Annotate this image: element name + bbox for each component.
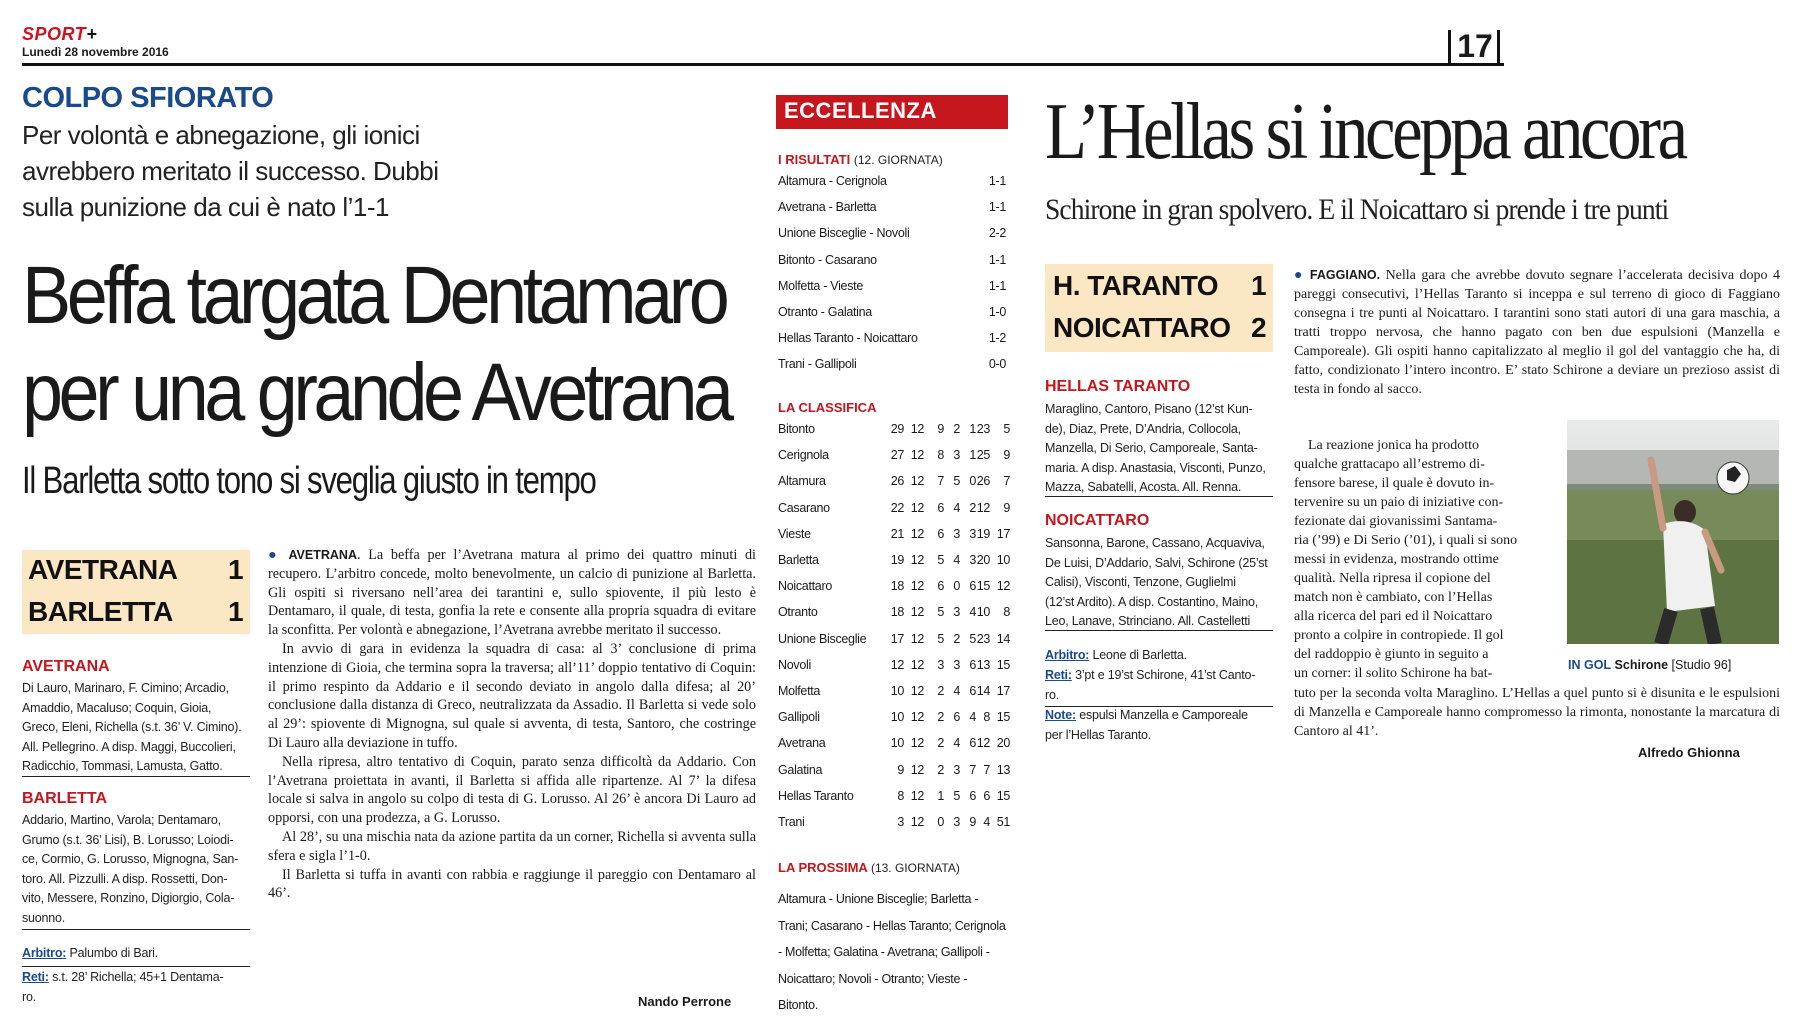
standing-played: 12 — [910, 500, 924, 515]
standing-losses: 2 — [969, 500, 976, 515]
result-match: Avetrana - Barletta — [778, 200, 877, 215]
story-kicker: COLPO SFIORATO — [22, 82, 274, 114]
standing-team: Barletta — [778, 553, 819, 567]
standing-played: 12 — [910, 474, 924, 489]
standing-goals-against: 9 — [1003, 448, 1010, 463]
standing-goals-for: 12 — [976, 736, 990, 751]
story-summary-line: Per volontà e abnegazione, gli ionici — [22, 120, 420, 150]
standing-team: Gallipoli — [778, 710, 820, 725]
standing-losses: 4 — [969, 710, 976, 725]
lineup-line: Maraglino, Cantoro, Pisano (12’st Kun- — [1045, 402, 1253, 416]
standing-team: Casarano — [778, 500, 830, 515]
note-value: per l’Hellas Taranto. — [1045, 727, 1152, 742]
standing-played: 12 — [910, 736, 924, 751]
standing-played: 12 — [910, 762, 924, 777]
standing-goals-against: 17 — [996, 526, 1010, 541]
standings-row — [778, 474, 1010, 500]
lineup-line: de), Diaz, Prete, D’Andria, Collocola, — [1045, 421, 1241, 436]
standing-points: 29 — [890, 422, 904, 436]
standing-played: 12 — [910, 579, 924, 594]
standing-wins: 6 — [937, 579, 944, 594]
results-heading — [778, 152, 943, 167]
result-match: Hellas Taranto - Noicattaro — [778, 331, 918, 346]
standing-goals-for: 7 — [983, 762, 990, 777]
note-label: Note: — [1045, 708, 1076, 722]
next-label: LA PROSSIMA — [778, 860, 868, 875]
standing-losses: 0 — [969, 474, 976, 489]
standing-played: 12 — [910, 553, 924, 567]
standing-wins: 2 — [937, 710, 944, 725]
standing-goals-for: 6 — [983, 788, 990, 803]
standing-wins: 2 — [937, 684, 944, 698]
standing-losses: 3 — [969, 526, 976, 541]
results-sub: (12. GIORNATA) — [853, 153, 943, 167]
standings-row — [778, 553, 1010, 579]
standing-goals-for: 19 — [976, 526, 990, 541]
standing-goals-against: 10 — [996, 553, 1010, 567]
standing-goals-for: 13 — [976, 657, 990, 672]
standing-team: Unione Bisceglie — [778, 631, 867, 646]
article-paragraph: Nella ripresa, altro tentativo di Coquin, parato senza difficoltà da Addario. Con l’Avetrana proiettata in avanti, il Barletta si affida alle ripartenze. Al 7’ la difesa locale si salva in angolo su colpo di testa di G. Lorusso. Al 26’ è ancora Di Lauro ad opporsi, con una prodezza, a G. Lorusso. — [268, 753, 756, 827]
result-row — [778, 226, 1008, 252]
result-row — [778, 331, 1008, 357]
standing-wins: 5 — [937, 553, 944, 567]
standing-goals-for: 14 — [976, 684, 990, 698]
standing-played: 12 — [910, 710, 924, 725]
standing-points: 12 — [890, 657, 904, 672]
scorebox — [1045, 264, 1273, 352]
standing-goals-for: 15 — [976, 579, 990, 594]
goals-line — [1045, 666, 1280, 705]
headline-line-1: Beffa targata Dentamaro — [22, 250, 726, 341]
goals-line — [22, 968, 254, 1007]
result-match: Molfetta - Vieste — [778, 278, 863, 293]
standing-goals-against: 14 — [996, 631, 1010, 646]
article-line: qualche grattacapo all’estremo di- — [1294, 457, 1485, 472]
result-score: 1-0 — [988, 305, 1006, 319]
referee-value: Palumbo di Bari. — [69, 946, 159, 960]
divider — [22, 776, 250, 777]
result-match: Otranto - Galatina — [778, 305, 872, 319]
lineup-line: Mazza, Sabatelli, Acosta. All. Renna. — [1045, 480, 1242, 494]
standing-played: 12 — [910, 684, 924, 698]
article-wrap-column — [1294, 436, 1556, 683]
standing-wins: 9 — [937, 422, 944, 436]
referee-value: Leone di Barletta. — [1092, 648, 1187, 662]
divider — [1045, 630, 1273, 631]
note-value: espulsi Manzella e Camporeale — [1079, 708, 1248, 722]
score-away-goals: 2 — [1251, 312, 1267, 343]
standings-row — [778, 763, 1010, 789]
standing-draws: 5 — [953, 788, 960, 803]
article-line: ria (’99) e Di Serio (’01), i quali si sono — [1294, 533, 1518, 548]
deck-right: Schirone in gran spolvero. E il Noicattaro si prende i tre punti — [1045, 193, 1669, 226]
standing-losses: 6 — [969, 684, 976, 698]
lineup-line: All. Pellegrino. A disp. Maggi, Buccolieri, — [22, 739, 236, 754]
standing-goals-for: 4 — [983, 815, 990, 829]
result-row — [778, 279, 1008, 305]
article-tail: tuto per la seconda volta Maraglino. L’Hellas a quel punto si è disunita e le espulsioni di Manzella e Camporeale hanno compromesso la rimonta, nonostante la marcatura di Cantoro al 41’. — [1294, 686, 1780, 739]
standing-team: Avetrana — [778, 736, 826, 751]
standing-points: 22 — [890, 500, 904, 515]
article-paragraph: . La beffa per l’Avetrana matura al primo dei quattro minuti di recupero. L’arbitro concede, molto benevolmente, un calcio di punizione al Barletta. Gli ospiti si riversano nell’area dei tarantini e, sullo spiovente, il più lesto è Dentamaro, il quale, di testa, gonfia la rete e consente alla propria squadra di evitare la sconfitta. Per volontà e abnegazione, l’Avetrana avrebbe meritato il successo. — [268, 547, 757, 639]
next-heading — [778, 860, 960, 875]
score-away-team: BARLETTA — [28, 596, 173, 627]
standing-points: 10 — [890, 684, 904, 698]
standing-wins: 7 — [937, 474, 944, 489]
standing-goals-for: 20 — [976, 553, 990, 567]
caption-name: Schirone — [1614, 658, 1669, 672]
result-score: 2-2 — [988, 226, 1006, 241]
standing-draws: 0 — [953, 579, 960, 594]
result-match: Trani - Gallipoli — [778, 357, 857, 372]
lineup-text — [1045, 534, 1280, 632]
article-line: alla ricerca del pari ed il Noicattaro — [1294, 609, 1493, 624]
article-paragraph: Nella gara che avrebbe dovuto segnare l’accelerata decisiva dopo 4 pareggi consecutivi, l’Hellas Taranto si inceppa e sul terreno di gioco di Faggiano consegna i tre punti al Noicattaro. I tarantini sono stati autori di una gara maschia, a tratti troppo nervosa, che hanno pagato con ben due espulsioni (Manzella e Camporeale). Gli ospiti hanno capitalizzato al meglio il gol del vantaggio che ha, di fatto, condizionato l’intero incontro. E’ stato Schirone a deviare un prezioso assist di testa in fondo al sacco. — [1294, 268, 1781, 397]
referee-label: Arbitro: — [22, 946, 67, 960]
standing-goals-against: 15 — [996, 657, 1010, 672]
standing-goals-against: 12 — [996, 579, 1010, 594]
standing-goals-for: 23 — [976, 422, 990, 436]
story-summary-line: avrebbero meritato il successo. Dubbi — [22, 156, 439, 186]
standing-points: 26 — [890, 474, 904, 489]
score-away-team: NOICATTARO — [1053, 312, 1231, 343]
article-body-right — [1294, 266, 1780, 399]
lineup-line: Grumo (s.t. 36’ Lisi), B. Lorusso; Loiodi- — [22, 832, 234, 847]
standing-points: 18 — [890, 605, 904, 620]
standing-goals-against: 51 — [996, 815, 1010, 829]
standing-points: 19 — [890, 553, 904, 567]
goals-label: Reti: — [22, 970, 49, 984]
standing-goals-against: 9 — [1003, 500, 1010, 515]
standing-draws: 2 — [953, 631, 960, 646]
standing-wins: 1 — [937, 788, 944, 803]
standing-points: 21 — [890, 526, 904, 541]
standing-points: 10 — [890, 710, 904, 725]
standings-row — [778, 422, 1010, 448]
article-paragraph: In avvio di gara in evidenza la squadra di casa: al 3’ conclusione di prima intenzione di Gioia, che termina sopra la traversa; all’11’ doppio tentativo di Coquin: il primo respinto da Addario e il secondo deviato in angolo dalla difesa; al 20’ conclusione dalla distanza di Greco, neutralizzata da Assadio. Il Barletta si vede solo al 29’: spiovente di Mignogna, sul quale si avventa, di testa, Santoro, che costringe Di Lauro alla deviazione in tuffo. — [268, 640, 756, 751]
standing-team: Otranto — [778, 605, 818, 620]
standings-row — [778, 684, 1010, 710]
standing-losses: 7 — [969, 762, 976, 777]
standings-row — [778, 501, 1010, 527]
standing-wins: 2 — [937, 762, 944, 777]
headline-right: L’Hellas si inceppa ancora — [1045, 88, 1685, 176]
standing-points: 18 — [890, 579, 904, 594]
standing-points: 27 — [890, 448, 904, 463]
standing-goals-against: 15 — [996, 710, 1010, 725]
result-match: Unione Bisceglie - Novoli — [778, 226, 910, 241]
lineup-line: Manzella, Di Serio, Camporeale, Santa- — [1045, 441, 1258, 455]
article-paragraph: Al 28’, su una mischia nata da azione partita da un corner, Richella si avventa sulla sfera e sigla l’1-0. — [268, 828, 756, 864]
standing-draws: 3 — [953, 657, 960, 672]
standing-goals-for: 26 — [976, 474, 990, 489]
standing-played: 12 — [910, 631, 924, 646]
standings-row — [778, 579, 1010, 605]
referee-line — [22, 944, 254, 964]
section-label: ECCELLENZA — [784, 98, 937, 123]
standing-losses: 6 — [969, 579, 976, 594]
lineup-team-title: HELLAS TARANTO — [1045, 378, 1191, 395]
referee-line — [1045, 646, 1280, 666]
standing-losses: 9 — [969, 815, 976, 829]
standing-goals-against: 7 — [1003, 474, 1010, 489]
standing-losses: 4 — [969, 605, 976, 620]
standing-draws: 4 — [953, 684, 960, 698]
lineup-line: Addario, Martino, Varola; Dentamaro, — [22, 813, 221, 827]
goals-value: ro. — [22, 989, 36, 1004]
article-line: un corner: il solito Schirone ha bat- — [1294, 666, 1493, 681]
lineup-line: De Luisi, D’Addario, Salvi, Schirone (25’st — [1045, 555, 1268, 570]
standing-losses: 5 — [969, 631, 976, 646]
brand-text: SPORT — [22, 24, 87, 44]
standing-draws: 4 — [953, 736, 960, 751]
standing-draws: 5 — [953, 474, 960, 489]
lineup-line: (12’st Ardito). A disp. Costantino, Maino, — [1045, 594, 1259, 609]
standing-draws: 3 — [953, 448, 960, 463]
result-match: Bitonto - Casarano — [778, 252, 877, 267]
standing-played: 12 — [910, 788, 924, 803]
standing-points: 10 — [890, 736, 904, 751]
section-brand — [22, 24, 97, 45]
lineup-line: Amaddio, Macaluso; Coquin, Gioia, — [22, 700, 212, 715]
standing-goals-against: 8 — [1003, 605, 1010, 620]
standing-draws: 6 — [953, 710, 960, 725]
lineup-team-title: AVETRANA — [22, 658, 110, 675]
result-score: 1-1 — [988, 252, 1006, 267]
standing-goals-for: 8 — [983, 710, 990, 725]
standing-wins: 2 — [937, 736, 944, 751]
standing-goals-for: 10 — [976, 605, 990, 620]
standing-points: 9 — [897, 762, 904, 777]
standing-losses: 6 — [969, 736, 976, 751]
bullet-icon: ● — [268, 547, 281, 563]
lineup-line: Di Lauro, Marinaro, F. Cimino; Arcadio, — [22, 681, 229, 695]
standing-played: 12 — [910, 448, 924, 463]
bullet-icon: ● — [1294, 268, 1305, 283]
standing-team: Cerignola — [778, 448, 829, 463]
score-home-team: H. TARANTO — [1053, 270, 1219, 301]
lineup-line: toro. All. Pizzulli. A disp. Rossetti, Don- — [22, 871, 228, 886]
result-score: 1-2 — [988, 331, 1006, 346]
lineup-team-title: NOICATTARO — [1045, 512, 1150, 529]
lineup-team-title: BARLETTA — [22, 790, 108, 807]
standing-goals-for: 25 — [976, 448, 990, 463]
result-row — [778, 357, 1008, 383]
standings-row — [778, 789, 1010, 815]
lineup-line: Calisi), Visconti, Tenzone, Guglielmi — [1045, 575, 1236, 589]
standing-losses: 1 — [969, 422, 976, 436]
headline-line-2: per una grande Avetrana — [22, 347, 730, 438]
result-score: 1-1 — [988, 174, 1006, 188]
standing-draws: 4 — [953, 500, 960, 515]
standing-team: Novoli — [778, 657, 811, 672]
standing-team: Altamura — [778, 474, 826, 489]
standing-points: 17 — [890, 631, 904, 646]
article-paragraph: Il Barletta si tuffa in avanti con rabbia e raggiunge il pareggio con Dentamaro al 46’. — [268, 866, 756, 902]
standing-wins: 5 — [937, 631, 944, 646]
result-score: 0-0 — [988, 357, 1006, 372]
standing-team: Hellas Taranto — [778, 788, 854, 803]
standing-team: Molfetta — [778, 684, 821, 698]
lineup-text — [1045, 400, 1280, 498]
dateline: FAGGIANO. — [1309, 268, 1381, 282]
standing-points: 8 — [897, 788, 904, 803]
standing-wins: 5 — [937, 605, 944, 620]
divider — [22, 929, 250, 930]
lineup-text — [22, 679, 254, 777]
article-line: match non è cambiato, con l’Hellas — [1294, 590, 1493, 605]
photo-caption — [1568, 658, 1731, 672]
article-line: messi in evidenza, mostrando ottime — [1294, 552, 1499, 567]
lineup-line: Sansonna, Barone, Cassano, Acquaviva, — [1045, 536, 1265, 550]
referee-label: Arbitro: — [1045, 648, 1090, 662]
score-home-goals: 1 — [228, 554, 244, 585]
result-score: 1-1 — [988, 278, 1006, 293]
standing-wins: 0 — [937, 815, 944, 829]
standing-played: 12 — [910, 526, 924, 541]
article-body — [268, 546, 756, 903]
standing-team: Vieste — [778, 526, 811, 541]
article-line: pronto a colpire in contropiede. Il gol — [1294, 628, 1504, 643]
standing-draws: 3 — [953, 762, 960, 777]
story-deck: Il Barletta sotto tono si sveglia giusto in tempo — [22, 460, 596, 502]
masthead-rule — [22, 63, 1504, 66]
standing-played: 12 — [910, 605, 924, 620]
issue-date: Lunedì 28 novembre 2016 — [22, 45, 169, 59]
result-score: 1-1 — [988, 200, 1006, 215]
standing-draws: 4 — [953, 553, 960, 567]
standing-losses: 3 — [969, 553, 976, 567]
standing-team: Galatina — [778, 762, 823, 777]
standings-heading: LA CLASSIFICA — [778, 400, 877, 415]
lineup-line: Radicchio, Tommasi, Lamusta, Gatto. — [22, 759, 223, 773]
standing-played: 12 — [910, 422, 924, 436]
lineup-line: Leo, Lanave, Strinciano. All. Castelletti — [1045, 614, 1251, 628]
goals-value: s.t. 28’ Richella; 45+1 Dentama- — [52, 970, 224, 984]
caption-tag: IN GOL — [1568, 658, 1612, 672]
dateline: AVETRANA — [288, 548, 357, 562]
standing-goals-against: 13 — [996, 762, 1010, 777]
standings-row — [778, 736, 1010, 762]
article-line: tervenire su un paio di iniziative con- — [1294, 495, 1504, 510]
lineup-line: vito, Messere, Ronzino, Digiorgio, Cola- — [22, 891, 235, 905]
standings-row — [778, 605, 1010, 631]
standing-draws: 3 — [953, 605, 960, 620]
standing-points: 3 — [897, 815, 904, 829]
next-fixtures: Altamura - Unione Bisceglie; Barletta - Trani; Casarano - Hellas Taranto; Cerignola - Molfetta; Galatina - Avetrana; Gallipoli - Noicattaro; Novoli - Otranto; Vieste - Bitonto. — [778, 892, 1006, 1012]
standing-wins: 8 — [937, 448, 944, 463]
standing-goals-for: 23 — [976, 631, 990, 646]
result-row — [778, 253, 1008, 279]
lineup-line: suonno. — [22, 910, 66, 925]
standing-team: Noicattaro — [778, 579, 832, 594]
standings-row — [778, 710, 1010, 736]
goals-value: 3’pt e 19’st Schirone, 41’st Canto- — [1075, 668, 1256, 682]
standings-row — [778, 448, 1010, 474]
standing-losses: 6 — [969, 657, 976, 672]
score-home-team: AVETRANA — [28, 554, 178, 585]
score-home-goals: 1 — [1251, 270, 1267, 301]
divider — [22, 966, 250, 967]
next-sub: (13. GIORNATA) — [870, 861, 960, 875]
standing-played: 12 — [910, 657, 924, 672]
standings-row — [778, 658, 1010, 684]
standings-row — [778, 815, 1010, 841]
standing-goals-for: 12 — [976, 500, 990, 515]
standing-losses: 1 — [969, 448, 976, 463]
note-line — [1045, 706, 1280, 745]
results-label: I RISULTATI — [778, 152, 851, 167]
standing-losses: 6 — [969, 788, 976, 803]
article-line: La reazione jonica ha prodotto — [1308, 438, 1480, 453]
brand-plus: + — [86, 24, 98, 44]
standing-team: Bitonto — [778, 422, 815, 436]
caption-credit: [Studio 96] — [1671, 658, 1732, 672]
standing-wins: 3 — [937, 657, 944, 672]
scorebox — [22, 550, 250, 634]
standing-goals-against: 17 — [996, 684, 1010, 698]
standings-row — [778, 632, 1010, 658]
standing-draws: 3 — [953, 526, 960, 541]
byline: Nando Perrone — [638, 994, 732, 1009]
standing-draws: 2 — [953, 422, 960, 436]
standing-team: Trani — [778, 815, 805, 829]
result-row — [778, 174, 1008, 200]
article-line: fezionate dai giovanissimi Santama- — [1294, 514, 1498, 529]
lineup-line: maria. A disp. Anastasia, Visconti, Punzo, — [1045, 460, 1266, 475]
goals-value: ro. — [1045, 687, 1059, 702]
standing-wins: 6 — [937, 500, 944, 515]
article-line: del raddoppio è giunto in seguito a — [1294, 647, 1489, 662]
standing-wins: 6 — [937, 526, 944, 541]
page-number: 17 — [1457, 28, 1493, 64]
standing-goals-against: 15 — [996, 788, 1010, 803]
standings-row — [778, 527, 1010, 553]
article-line: qualità. Nella ripresa il copione del — [1294, 571, 1491, 586]
standing-played: 12 — [910, 815, 924, 829]
lineup-text — [22, 811, 254, 928]
score-away-goals: 1 — [228, 596, 244, 627]
photo-goal-celebration — [1567, 420, 1779, 644]
result-row — [778, 200, 1008, 226]
goals-label: Reti: — [1045, 668, 1072, 682]
byline-right: Alfredo Ghionna — [1638, 745, 1740, 760]
standing-draws: 3 — [953, 815, 960, 829]
standing-goals-against: 20 — [996, 736, 1010, 751]
result-match: Altamura - Cerignola — [778, 174, 887, 188]
lineup-line: Greco, Eleni, Richella (s.t. 36’ V. Cimino). — [22, 720, 242, 734]
lineup-line: ce, Cormio, G. Lorusso, Mignogna, San- — [22, 852, 239, 866]
standing-goals-against: 5 — [1003, 422, 1010, 436]
result-row — [778, 305, 1008, 331]
article-line: fensore barese, il quale è dovuto in- — [1294, 476, 1495, 491]
divider — [1045, 496, 1273, 497]
story-summary-line: sulla punizione da cui è nato l’1-1 — [22, 192, 389, 222]
